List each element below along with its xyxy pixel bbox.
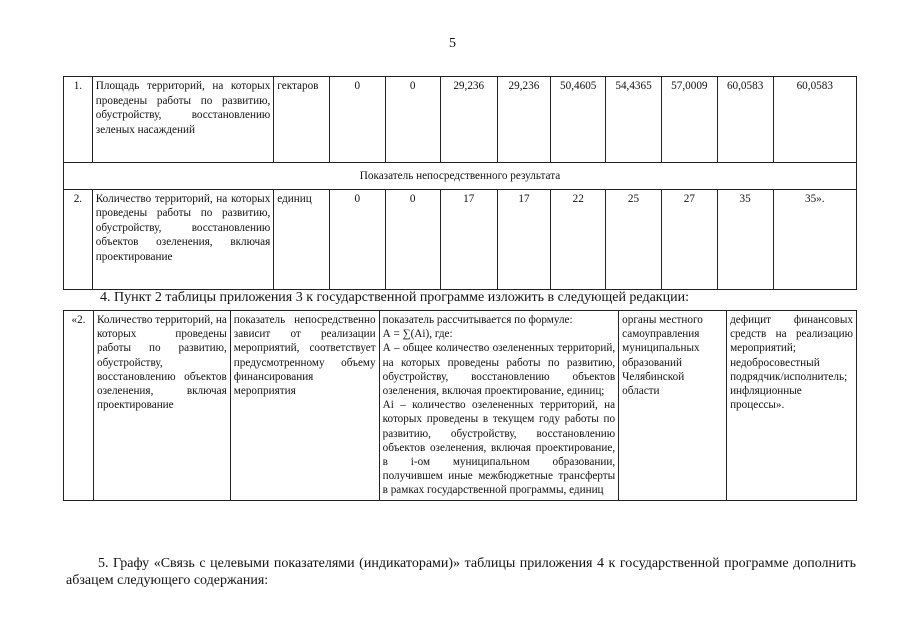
data-source: органы местного самоуправления муниципальных образований Челябинской области [619,311,727,501]
point-4-heading: 4. Пункт 2 таблицы приложения 3 к государственной программе изложить в следующей редакции: [100,290,689,305]
calculation-method [379,311,619,501]
formula: А = ∑(Аi), где: [382,328,453,341]
row-value: 54,4365 [606,77,662,163]
row-value: 35». [773,189,856,289]
table-row [64,189,857,289]
row-unit: единиц [274,189,330,289]
row-value: 50,4605 [551,77,606,163]
formula-ai-definition: Аi – количество озелененных территорий, на которых проведены в текущем году работы по развитию, обустройству, восстановлению объектов озеленения, включая проектирование, в i-ом муниципальном образовании, получившем иные межбюджетные трансферты в рамках государственной программы, единиц [382,399,616,497]
section-header-row [64,163,857,190]
row-value: 0 [330,77,385,163]
row-value: 17 [497,189,551,289]
indicator-description: показатель непосредственно зависит от реализации мероприятий, соответствует предусмотренному объему финансирования мероприятия [230,311,379,501]
row-number: 2. [64,189,93,289]
indicators-table [63,76,857,290]
row-value: 0 [385,77,440,163]
risks: дефицит финансовых средств на реализацию мероприятий; недобросовестный подрядчик/исполнитель; инфляционные процессы». [727,311,857,501]
row-value: 60,0583 [717,77,773,163]
row-name: Площадь территорий, на которых проведены работы по развитию, обустройству, восстановлению зеленых насаждений [92,77,274,163]
row-unit: гектаров [274,77,330,163]
indicator-name: Количество территорий, на которых проведены работы по развитию, обустройству, восстановлению объектов озеленения, включая проектирование [93,311,230,501]
row-value: 27 [661,189,717,289]
row-value: 22 [551,189,606,289]
row-number: «2. [64,311,94,501]
page-number: 5 [449,36,456,51]
row-value: 29,236 [440,77,497,163]
row-value: 25 [606,189,662,289]
row-value: 0 [385,189,440,289]
formula-a-definition: А – общее количество озелененных территорий, на которых проведены работы по развитию, обустройству, восстановлению объектов озеленения, включая проектирование, единиц; [382,342,616,398]
row-value: 17 [440,189,497,289]
table-row [64,77,857,163]
point-5-paragraph: 5. Графу «Связь с целевыми показателями (индикаторами)» таблицы приложения 4 к государственной программе дополнить абзацем следующего содержания: [66,556,856,588]
row-value: 57,0009 [661,77,717,163]
row-name: Количество территорий, на которых проведены работы по развитию, обустройству, восстановлению объектов озеленения, включая проектирование [92,189,274,289]
row-value: 0 [330,189,385,289]
row-number: 1. [64,77,93,163]
row-value: 35 [717,189,773,289]
table-row [64,311,857,501]
row-value: 60,0583 [773,77,856,163]
formula-intro: показатель рассчитывается по формуле: [382,314,573,326]
appendix3-table [63,310,857,501]
section-header: Показатель непосредственного результата [64,163,857,190]
row-value: 29,236 [497,77,551,163]
